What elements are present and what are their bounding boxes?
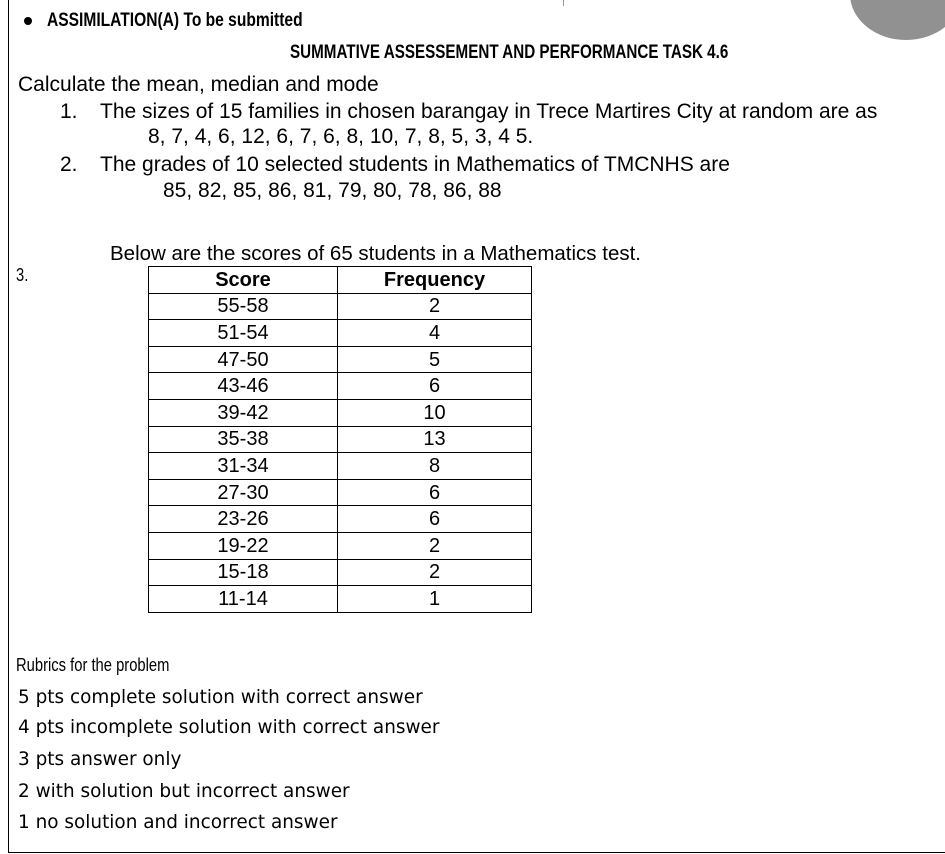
score-cell: 39-42: [149, 399, 338, 426]
frequency-column-header: Frequency: [338, 267, 532, 294]
rubric-item: 1 no solution and incorrect answer: [18, 811, 338, 833]
frequency-cell: 13: [338, 426, 532, 453]
score-cell: 47-50: [149, 346, 338, 373]
instruction-text: Calculate the mean, median and mode: [18, 73, 379, 96]
problem-3-caption: Below are the scores of 65 students in a Mathematics test.: [110, 242, 641, 265]
frequency-cell: 6: [338, 506, 532, 533]
score-column-header: Score: [149, 267, 338, 294]
frequency-cell: 8: [338, 453, 532, 480]
rubric-item: 2 with solution but incorrect answer: [18, 780, 350, 802]
problem-2-data: 85, 82, 85, 86, 81, 79, 80, 78, 86, 88: [163, 179, 502, 202]
table-row: [149, 293, 532, 320]
rubrics-title: Rubrics for the problem: [16, 655, 170, 675]
table-row: [149, 399, 532, 426]
table-row: [149, 559, 532, 586]
problem-3-number: 3.: [16, 265, 29, 285]
assimilation-header: ASSIMILATION(A) To be submitted: [47, 10, 303, 31]
table-row: [149, 532, 532, 559]
table-row: [149, 453, 532, 480]
frequency-cell: 2: [338, 532, 532, 559]
score-cell: 11-14: [149, 586, 338, 613]
frequency-cell: 10: [338, 399, 532, 426]
problem-2-text: The grades of 10 selected students in Mathematics of TMCNHS are: [100, 153, 730, 176]
score-cell: 23-26: [149, 506, 338, 533]
score-cell: 51-54: [149, 320, 338, 347]
problem-2-number: 2.: [60, 153, 78, 176]
table-row: [149, 506, 532, 533]
frequency-cell: 5: [338, 346, 532, 373]
rubric-item: 5 pts complete solution with correct answer: [18, 686, 423, 708]
rubric-item: 3 pts answer only: [18, 748, 182, 770]
rubric-item: 4 pts incomplete solution with correct answer: [18, 716, 440, 738]
score-cell: 55-58: [149, 293, 338, 320]
frequency-cell: 1: [338, 586, 532, 613]
frequency-table: [148, 266, 532, 613]
assessment-title: SUMMATIVE ASSESSEMENT AND PERFORMANCE TASK 4.6: [290, 42, 729, 63]
problem-1-text: The sizes of 15 families in chosen barangay in Trece Martires City at random are as: [100, 100, 878, 123]
problem-1-data: 8, 7, 4, 6, 12, 6, 7, 6, 8, 10, 7, 8, 5, 3, 4 5.: [148, 125, 534, 148]
score-cell: 19-22: [149, 532, 338, 559]
bullet-icon: [24, 17, 32, 25]
table-header-row: [149, 267, 532, 294]
table-row: [149, 479, 532, 506]
table-row: [149, 320, 532, 347]
table-row: [149, 426, 532, 453]
score-cell: 43-46: [149, 373, 338, 400]
frequency-cell: 2: [338, 293, 532, 320]
problem-1-number: 1.: [60, 100, 78, 123]
score-cell: 15-18: [149, 559, 338, 586]
frequency-cell: 6: [338, 479, 532, 506]
table-row: [149, 373, 532, 400]
frequency-cell: 2: [338, 559, 532, 586]
top-tick-mark: [563, 0, 564, 6]
score-cell: 27-30: [149, 479, 338, 506]
score-cell: 31-34: [149, 453, 338, 480]
table-row: [149, 586, 532, 613]
frequency-cell: 4: [338, 320, 532, 347]
table-row: [149, 346, 532, 373]
frequency-cell: 6: [338, 373, 532, 400]
score-cell: 35-38: [149, 426, 338, 453]
frequency-table-container: [148, 266, 532, 623]
